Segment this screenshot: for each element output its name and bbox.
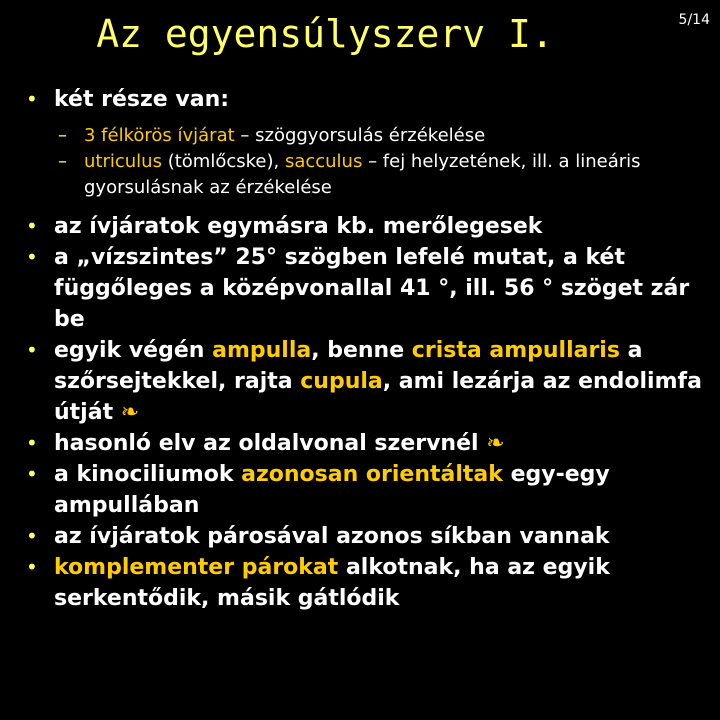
bullet-dot: • [26, 555, 38, 579]
bullet-dot: • [26, 524, 38, 548]
bullet-7 [26, 521, 706, 552]
bullet-6-text-b: egy-egy ampullában [54, 462, 610, 518]
hand-pointing-icon[interactable]: ❧ [486, 431, 505, 456]
bullet-dot: • [26, 214, 38, 238]
bullet-6 [26, 459, 706, 521]
bullet-4-text-c: a szőrsejtekkel, rajta [54, 338, 643, 394]
sub-bullet-2 [58, 149, 706, 201]
sub-bullet-list [58, 123, 706, 201]
hand-pointing-icon[interactable]: ❧ [120, 400, 140, 425]
bullet-3-text: a „vízszintes” 25° szögben lefelé mutat, a két függőleges a középvonallal 41 °, ill. 56 ° szöget zár be [54, 245, 690, 332]
bullet-dot: • [26, 87, 38, 111]
bullet-4 [26, 335, 706, 428]
bullet-4-text-d: , ami lezárja az endolimfa útját [54, 369, 702, 425]
bullet-2-text: az ívjáratok egymásra kb. merőlegesek [54, 214, 543, 239]
bullet-8-highlight: komplementer párokat [54, 555, 339, 580]
sub-bullet-dash: – [58, 151, 67, 172]
sub-bullet-1 [58, 123, 706, 149]
sub-bullet-1-highlight: 3 félkörös ívjárat [84, 125, 235, 146]
bullet-6-text-a: a kinociliumok [54, 462, 242, 487]
bullet-8 [26, 552, 706, 614]
bullet-dot: • [26, 462, 38, 486]
bullet-6-highlight: azonosan orientáltak [241, 462, 503, 487]
bullet-dot: • [26, 245, 38, 269]
bullet-dot: • [26, 338, 38, 362]
bullet-dot: • [26, 431, 38, 455]
sub-bullet-2-text-a: (tömlőcske), [161, 151, 285, 172]
bullet-5 [26, 428, 706, 459]
slide-content [26, 84, 706, 614]
bullet-5-text: hasonló elv az oldalvonal szervnél [54, 431, 487, 456]
sub-bullet-1-text: – szöggyorsulás érzékelése [234, 125, 486, 146]
sub-bullet-2-highlight-sacculus: sacculus [284, 151, 363, 172]
bullet-4-text-a: egyik végén [54, 338, 213, 363]
bullet-8-text: alkotnak, ha az egyik serkentődik, másik gátlódik [54, 555, 610, 611]
bullet-2 [26, 211, 706, 242]
bullet-4-text-b: , benne [311, 338, 412, 363]
sub-bullet-dash: – [58, 125, 67, 146]
bullet-4-highlight-cupula: cupula [300, 369, 383, 394]
bullet-7-text: az ívjáratok párosával azonos síkban vannak [54, 524, 610, 549]
bullet-1 [26, 84, 706, 115]
slide-title: Az egyensúlyszerv I. [96, 12, 554, 56]
page-number: 5/14 [678, 12, 710, 28]
bullet-4-highlight-crista: crista ampullaris [411, 338, 620, 363]
bullet-4-highlight-ampulla: ampulla [212, 338, 312, 363]
sub-bullet-2-highlight-utriculus: utriculus [84, 151, 162, 172]
bullet-1-text: két része van: [54, 87, 230, 112]
sub-bullet-2-text-b: – fej helyzetének, ill. a lineáris gyorsulásnak az érzékelése [84, 151, 641, 198]
bullet-3 [26, 242, 706, 335]
